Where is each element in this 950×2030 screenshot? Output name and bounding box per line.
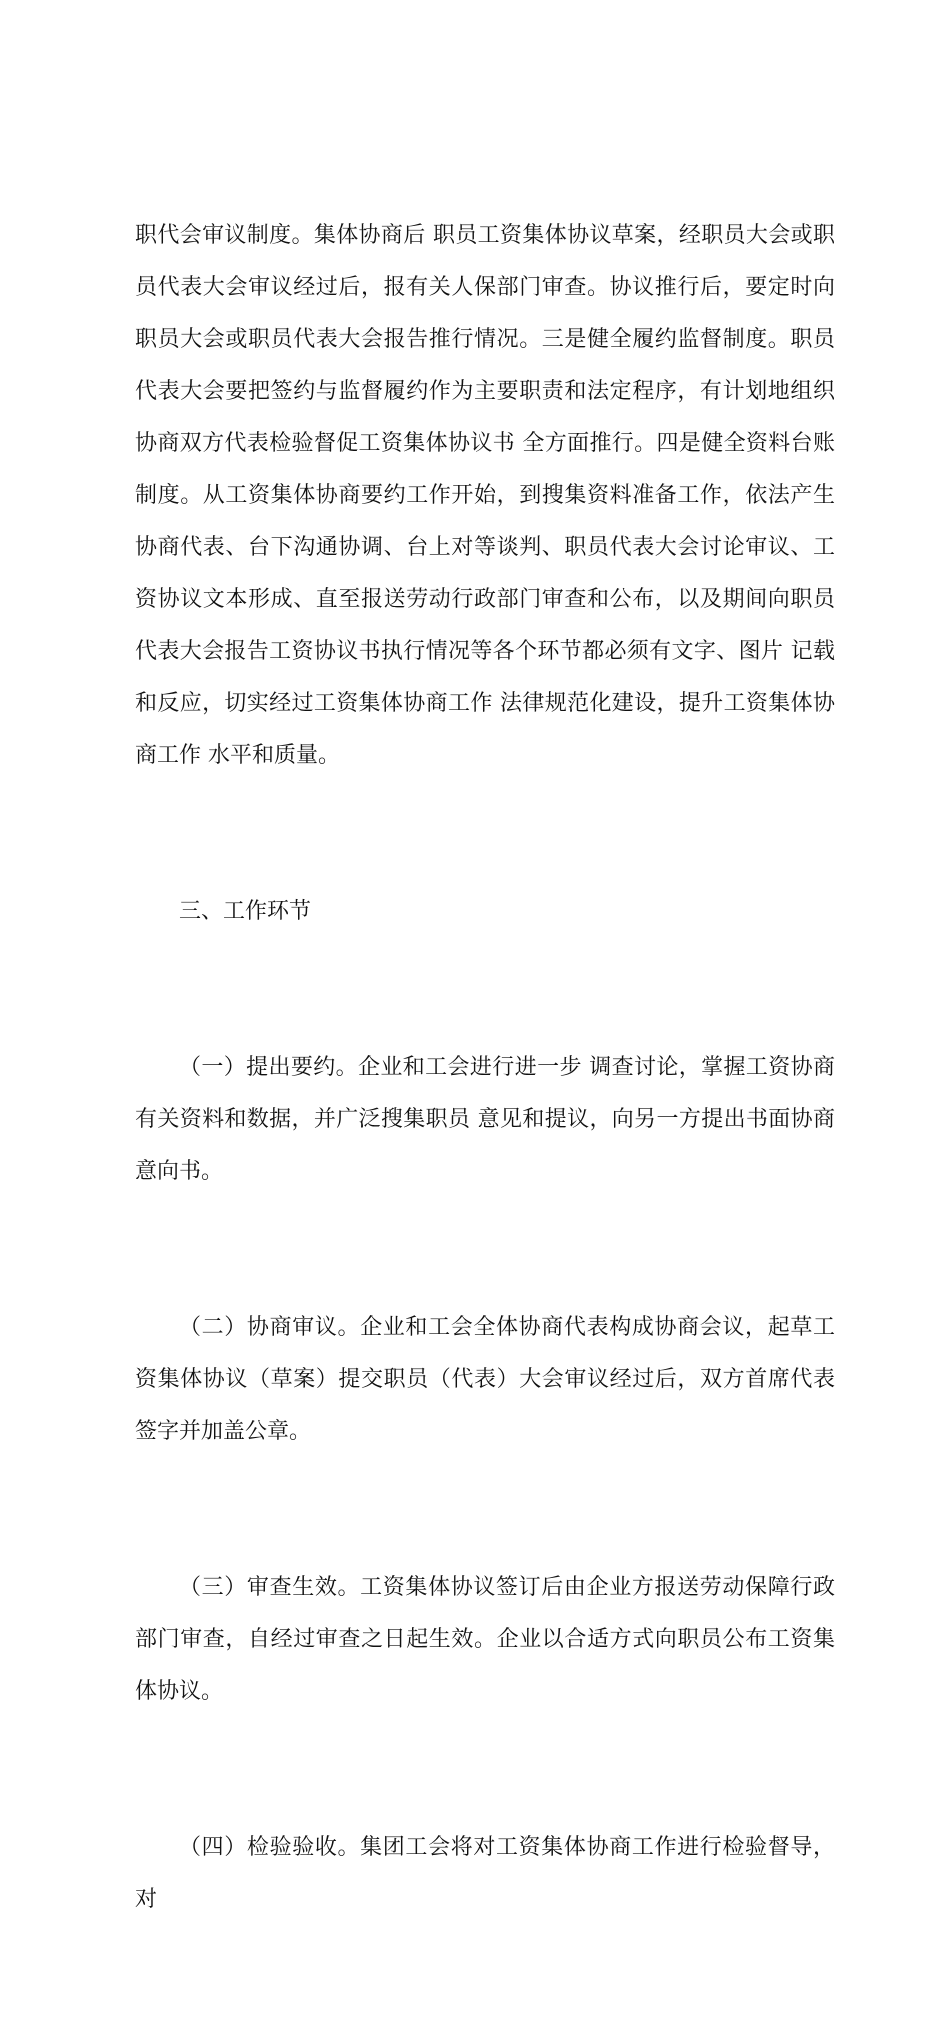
paragraph-step-1: （一）提出要约。企业和工会进行进一步 调查讨论，掌握工资协商有关资料和数据，并广泛搜集职员 意见和提议，向另一方提出书面协商意向书。: [135, 1055, 835, 1184]
section-heading: 三、工作环节: [179, 899, 312, 924]
paragraph-continuation: 职代会审议制度。集体协商后 职员工资集体协议草案，经职员大会或职员代表大会审议经过后，报有关人保部门审查。协议推行后，要定时向职员大会或职员代表大会报告推行情况。三是健全履约监督制度。职员代表大会要把签约与监督履约作为主要职责和法定程序，有计划地组织协商双方代表检验督促工资集体协议书 全方面推行。四是健全资料台账制度。从工资集体协商要约工作开始，到搜集资料准备工作，依法产生协商代表、台下沟通协调、台上对等谈判、职员代表大会讨论审议、工资协议文本形成、直至报送劳动行政部门审查和公布，以及期间向职员代表大会报告工资协议书执行情况等各个环节都必须有文字、图片 记载和反应，切实经过工资集体协商工作 法律规范化建设，提升工资集体协商工作 水平和质量。: [135, 223, 835, 768]
paragraph-step-2: （二）协商审议。企业和工会全体协商代表构成协商会议，起草工资集体协议（草案）提交职员（代表）大会审议经过后，双方首席代表签字并加盖公章。: [135, 1315, 835, 1444]
paragraph-step-4: （四）检验验收。集团工会将对工资集体协商工作进行检验督导，对: [135, 1835, 835, 1912]
document-body: [135, 106, 835, 2030]
paragraph-step-3: （三）审查生效。工资集体协议签订后由企业方报送劳动保障行政部门审查，自经过审查之日起生效。企业以合适方式向职员公布工资集体协议。: [135, 1575, 835, 1704]
